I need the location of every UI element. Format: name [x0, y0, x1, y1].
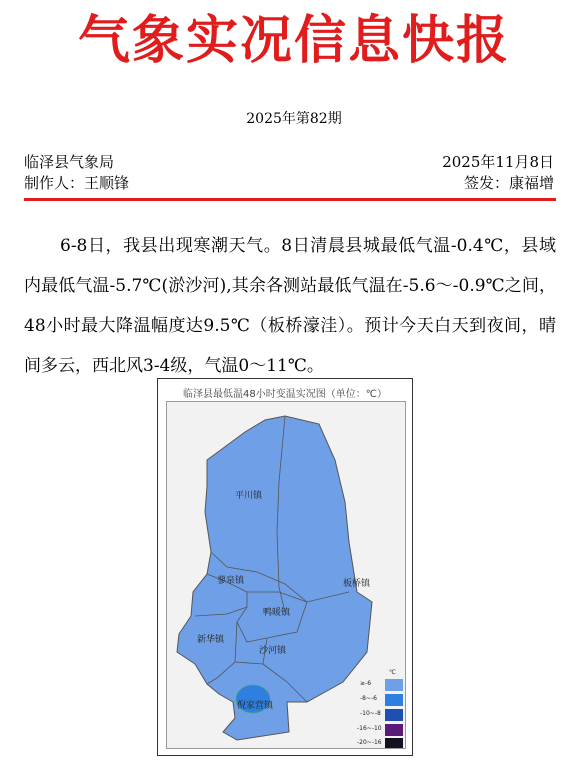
map-legend [357, 669, 403, 748]
legend-swatch [385, 694, 403, 706]
town-label: 鸭暖镇 [263, 608, 291, 618]
legend-swatch [385, 679, 403, 691]
legend-swatch [385, 709, 403, 721]
legend-swatch [385, 738, 403, 748]
town-label: 倪家营镇 [237, 701, 274, 711]
organization: 临泽县气象局 [24, 153, 115, 171]
report-title: 气象实况信息快报 [77, 10, 510, 71]
legend-unit: ℃ [389, 669, 396, 676]
report-date: 2025年11月8日 [442, 153, 554, 171]
report-paragraph: 6-8日，我县出现寒潮天气。8日清晨县城最低气温-0.4℃，县域内最低气温-5.7℃(淤沙河),其余各测站最低气温在-5.6～-0.9℃之间，48小时最大降温幅度达9.5℃（板桥濠洼）。预计今天白天到夜间，晴间多云，西北风3-4级，气温0～11℃。 [24, 236, 556, 376]
county-region [177, 416, 372, 740]
issue-number: 2025年第82期 [246, 111, 342, 127]
legend-label: -10~-8 [360, 710, 381, 717]
town-label: 平川镇 [235, 491, 263, 501]
header-divider [24, 198, 556, 201]
town-label: 板桥镇 [343, 579, 371, 589]
legend-label: -16~-10 [357, 725, 382, 732]
town-label: 蓼泉镇 [217, 576, 245, 586]
town-label: 新华镇 [197, 635, 225, 645]
signer: 签发：康福增 [463, 174, 554, 192]
map-svg [167, 402, 405, 748]
maker: 制作人：王顺锋 [24, 174, 130, 192]
town-label: 沙河镇 [259, 646, 287, 656]
map-canvas [166, 401, 406, 749]
map-title: 临泽县最低温48小时变温实况图（单位：℃） [183, 389, 387, 400]
legend-label: -8~-6 [360, 695, 377, 702]
temperature-map [157, 378, 413, 756]
legend-swatch [385, 724, 403, 736]
legend-label: ≥-6 [360, 680, 372, 687]
legend-label: -20~-16 [357, 739, 382, 746]
